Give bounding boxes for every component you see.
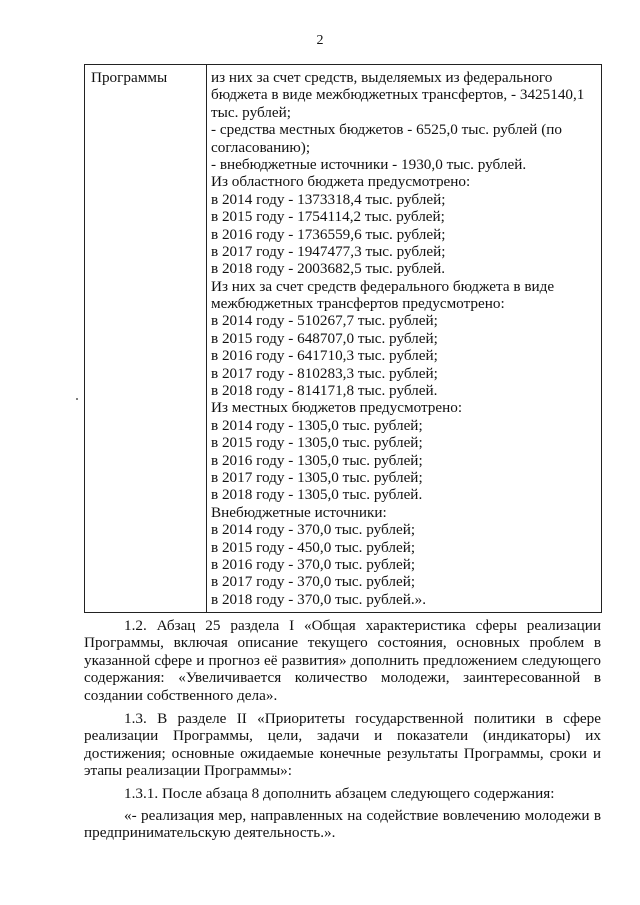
scan-speck [76, 398, 78, 400]
funding-line: в 2016 году - 1736559,6 тыс. рублей; [211, 225, 446, 243]
table-row [85, 65, 602, 613]
program-table [84, 64, 602, 613]
table-right-cell [207, 65, 602, 613]
funding-line: в 2015 году - 1305,0 тыс. рублей; [211, 434, 423, 452]
funding-line: межбюджетных трансфертов предусмотрено: [211, 295, 505, 313]
funding-line: согласованию); [211, 138, 311, 156]
paragraph-quote: «- реализация мер, направленных на содействие вовлечению молодежи в предпринимательскую деятельность.». [84, 807, 601, 842]
table-left-cell [85, 65, 207, 613]
funding-lines-list [207, 65, 601, 608]
funding-line: в 2016 году - 370,0 тыс. рублей; [211, 555, 416, 573]
funding-line: из них за счет средств, выделяемых из федерального [211, 69, 553, 86]
page-number: 2 [316, 33, 324, 48]
funding-line: в 2017 году - 1305,0 тыс. рублей; [211, 468, 423, 486]
funding-line: Из местных бюджетов предусмотрено: [211, 399, 463, 417]
funding-line: в 2014 году - 1305,0 тыс. рублей; [211, 416, 423, 434]
funding-line: в 2017 году - 1947477,3 тыс. рублей; [211, 242, 446, 260]
paragraph-1-3-1: 1.3.1. После абзаца 8 дополнить абзацем следующего содержания: [124, 784, 555, 802]
funding-line: в 2016 году - 1305,0 тыс. рублей; [211, 451, 423, 469]
funding-line: в 2015 году - 648707,0 тыс. рублей; [211, 329, 438, 347]
funding-line: в 2017 году - 810283,3 тыс. рублей; [211, 364, 438, 382]
funding-line: бюджета в виде межбюджетных трансфертов, - 3425140,1 [211, 86, 585, 104]
funding-line: тыс. рублей; [211, 103, 291, 121]
funding-line: Из областного бюджета предусмотрено: [211, 173, 471, 191]
funding-line: - средства местных бюджетов - 6525,0 тыс. рублей (по [211, 121, 562, 139]
funding-line: в 2014 году - 510267,7 тыс. рублей; [211, 312, 438, 330]
funding-line: в 2015 году - 450,0 тыс. рублей; [211, 538, 416, 556]
paragraph-1-2: 1.2. Абзац 25 раздела I «Общая характеристика сферы реализации Программы, включая описание текущего состояния, основных проблем в указанной сфере и прогноз её развития» дополнить предложением следующего содержания: «Увеличивается количество молодежи, заинтересованной в создании собственного дела». [84, 617, 601, 704]
paragraph-1-3: 1.3. В разделе II «Приоритеты государственной политики в сфере реализации Программы, цели, задачи и показатели (индикаторы) их достижения; основные ожидаемые конечные результаты Программы, сроки и этапы реализации Программы»: [84, 710, 601, 780]
funding-line: - внебюджетные источники - 1930,0 тыс. рублей. [211, 155, 527, 173]
funding-line: в 2018 году - 814171,8 тыс. рублей. [211, 382, 438, 400]
funding-line: Внебюджетные источники: [211, 503, 387, 521]
funding-line: в 2018 году - 1305,0 тыс. рублей. [211, 486, 423, 504]
funding-line: в 2016 году - 641710,3 тыс. рублей; [211, 347, 438, 365]
funding-line: в 2018 году - 2003682,5 тыс. рублей. [211, 260, 446, 278]
table-left-label: Программы [91, 69, 168, 86]
funding-line: в 2014 году - 370,0 тыс. рублей; [211, 521, 416, 539]
body-text [84, 617, 601, 842]
funding-line: в 2018 году - 370,0 тыс. рублей.». [211, 590, 427, 608]
funding-line: в 2014 году - 1373318,4 тыс. рублей; [211, 190, 446, 208]
funding-line: в 2017 году - 370,0 тыс. рублей; [211, 573, 416, 591]
funding-line: Из них за счет средств федерального бюджета в виде [211, 277, 555, 295]
funding-line: в 2015 году - 1754114,2 тыс. рублей; [211, 208, 445, 226]
